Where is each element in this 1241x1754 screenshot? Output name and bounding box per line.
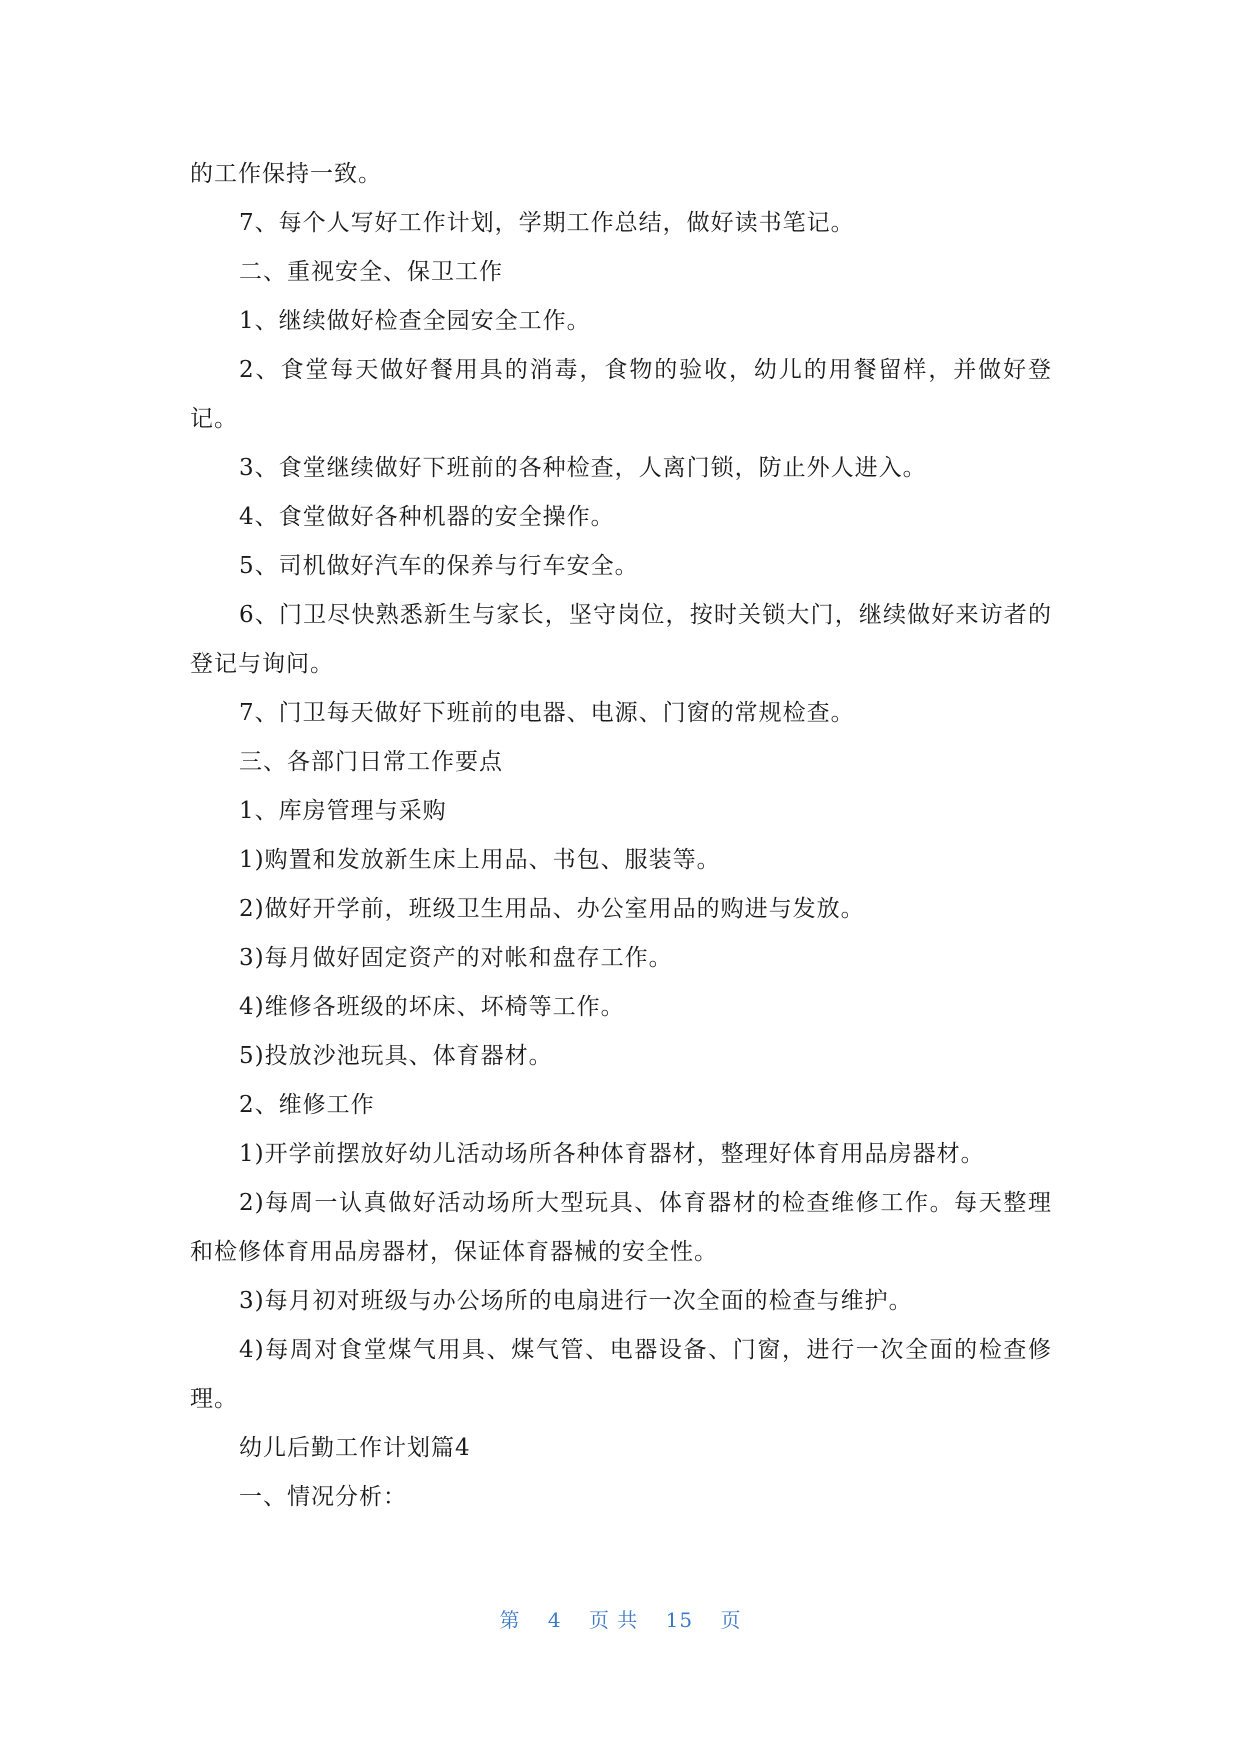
list-item: 2)每周一认真做好活动场所大型玩具、体育器材的检查维修工作。每天整理和检修体育用品房器材，保证体育器械的安全性。 <box>190 1190 1052 1265</box>
paragraph: 7、每个人写好工作计划，学期工作总结，做好读书笔记。 <box>239 210 855 236</box>
list-item: 2)做好开学前，班级卫生用品、办公室用品的购进与发放。 <box>239 896 865 922</box>
total-pages-number: 15 <box>665 1608 694 1632</box>
subsection-heading: 2、维修工作 <box>239 1092 375 1118</box>
page-of-label: 页 共 <box>588 1608 639 1632</box>
list-item: 5)投放沙池玩具、体育器材。 <box>239 1043 553 1069</box>
list-item: 3)每月做好固定资产的对帐和盘存工作。 <box>239 945 673 971</box>
list-item: 4)维修各班级的坏床、坏椅等工作。 <box>239 994 625 1020</box>
page-end-label: 页 <box>720 1608 742 1632</box>
list-item: 1)购置和发放新生床上用品、书包、服装等。 <box>239 847 721 873</box>
page-label: 第 <box>499 1608 521 1632</box>
page-footer <box>0 1604 1241 1633</box>
subsection-heading: 1、库房管理与采购 <box>239 798 447 824</box>
section-heading: 一、情况分析： <box>239 1484 407 1510</box>
paragraph: 1、继续做好检查全园安全工作。 <box>239 308 591 334</box>
current-page-number: 4 <box>547 1608 562 1632</box>
paragraph: 6、门卫尽快熟悉新生与家长，坚守岗位，按时关锁大门，继续做好来访者的登记与询问。 <box>190 602 1052 677</box>
section-heading: 二、重视安全、保卫工作 <box>239 259 503 285</box>
paragraph: 4、食堂做好各种机器的安全操作。 <box>239 504 615 530</box>
paragraph: 7、门卫每天做好下班前的电器、电源、门窗的常规检查。 <box>239 700 855 726</box>
article-title: 幼儿后勤工作计划篇4 <box>239 1435 471 1461</box>
paragraph: 5、司机做好汽车的保养与行车安全。 <box>239 553 639 579</box>
list-item: 1)开学前摆放好幼儿活动场所各种体育器材，整理好体育用品房器材。 <box>239 1141 985 1167</box>
list-item: 3)每月初对班级与办公场所的电扇进行一次全面的检查与维护。 <box>239 1288 913 1314</box>
document-body <box>190 150 1052 1522</box>
list-item: 4)每周对食堂煤气用具、煤气管、电器设备、门窗，进行一次全面的检查修理。 <box>190 1337 1052 1412</box>
section-heading: 三、各部门日常工作要点 <box>239 749 503 775</box>
paragraph: 的工作保持一致。 <box>190 161 382 187</box>
paragraph: 3、食堂继续做好下班前的各种检查，人离门锁，防止外人进入。 <box>239 455 927 481</box>
paragraph: 2、食堂每天做好餐用具的消毒，食物的验收，幼儿的用餐留样，并做好登记。 <box>190 357 1052 432</box>
